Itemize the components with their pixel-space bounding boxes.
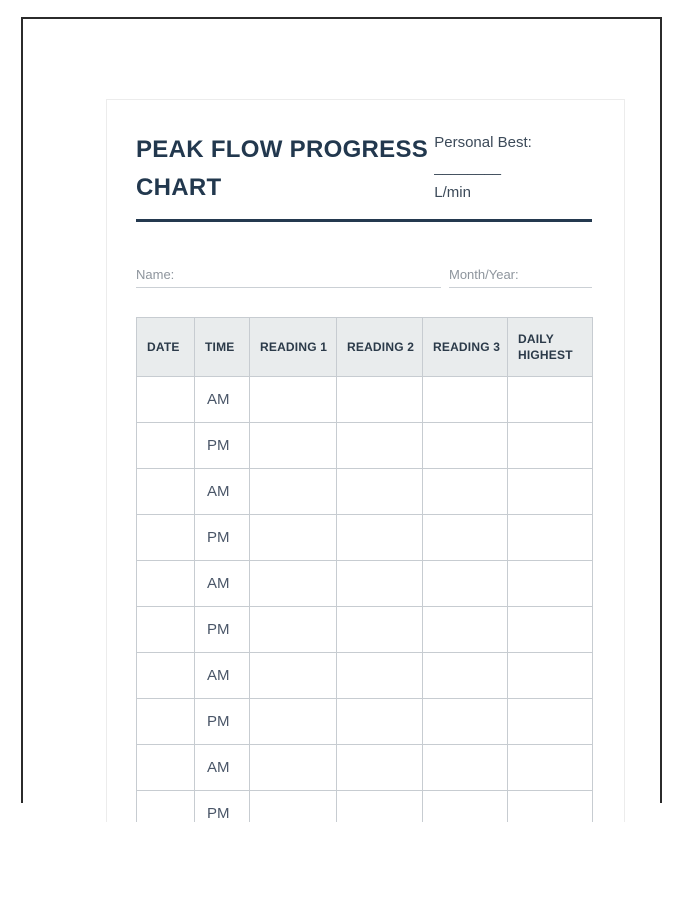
date-cell[interactable] [137, 791, 195, 823]
date-cell[interactable] [137, 745, 195, 791]
date-cell[interactable] [137, 561, 195, 607]
reading-3-cell[interactable] [423, 791, 508, 823]
daily-highest-cell[interactable] [508, 791, 593, 823]
date-cell[interactable] [137, 607, 195, 653]
table-row [137, 423, 593, 469]
daily-highest-cell[interactable] [508, 423, 593, 469]
reading-1-cell[interactable] [250, 561, 337, 607]
time-cell: PM [195, 699, 250, 745]
month-year-field-label: Month/Year: [449, 267, 519, 282]
personal-best-unit: L/min [434, 184, 471, 201]
time-cell: AM [195, 653, 250, 699]
column-header-reading-3: READING 3 [423, 318, 508, 377]
time-cell: AM [195, 469, 250, 515]
reading-3-cell[interactable] [423, 515, 508, 561]
time-cell: AM [195, 377, 250, 423]
reading-1-cell[interactable] [250, 423, 337, 469]
reading-3-cell[interactable] [423, 377, 508, 423]
date-cell[interactable] [137, 377, 195, 423]
table-row [137, 515, 593, 561]
table-row [137, 699, 593, 745]
time-cell: PM [195, 515, 250, 561]
table-body [137, 377, 593, 823]
reading-3-cell[interactable] [423, 469, 508, 515]
table-row [137, 469, 593, 515]
reading-3-cell[interactable] [423, 653, 508, 699]
reading-2-cell[interactable] [337, 377, 423, 423]
daily-highest-cell[interactable] [508, 745, 593, 791]
personal-best-field[interactable] [434, 130, 592, 207]
fields-row [136, 267, 592, 288]
reading-3-cell[interactable] [423, 607, 508, 653]
reading-1-cell[interactable] [250, 699, 337, 745]
date-cell[interactable] [137, 423, 195, 469]
reading-3-cell[interactable] [423, 699, 508, 745]
table-row [137, 377, 593, 423]
column-header-date: DATE [137, 318, 195, 377]
daily-highest-cell[interactable] [508, 607, 593, 653]
reading-1-cell[interactable] [250, 515, 337, 561]
reading-1-cell[interactable] [250, 469, 337, 515]
daily-highest-cell[interactable] [508, 653, 593, 699]
page-title: PEAK FLOW PROGRESS CHART [136, 136, 429, 201]
reading-3-cell[interactable] [423, 745, 508, 791]
reading-2-cell[interactable] [337, 607, 423, 653]
reading-1-cell[interactable] [250, 791, 337, 823]
date-cell[interactable] [137, 515, 195, 561]
reading-3-cell[interactable] [423, 423, 508, 469]
daily-highest-cell[interactable] [508, 561, 593, 607]
table-row [137, 653, 593, 699]
table-row [137, 607, 593, 653]
reading-2-cell[interactable] [337, 699, 423, 745]
time-cell: PM [195, 423, 250, 469]
time-cell: AM [195, 745, 250, 791]
daily-highest-cell[interactable] [508, 469, 593, 515]
date-cell[interactable] [137, 469, 195, 515]
table-row [137, 745, 593, 791]
reading-2-cell[interactable] [337, 745, 423, 791]
time-cell: AM [195, 561, 250, 607]
date-cell[interactable] [137, 653, 195, 699]
daily-highest-cell[interactable] [508, 377, 593, 423]
reading-2-cell[interactable] [337, 791, 423, 823]
header-divider [136, 219, 592, 222]
time-cell: PM [195, 791, 250, 823]
column-header-reading-1: READING 1 [250, 318, 337, 377]
reading-1-cell[interactable] [250, 745, 337, 791]
month-year-field[interactable] [449, 267, 592, 288]
daily-highest-cell[interactable] [508, 515, 593, 561]
column-header-reading-2: READING 2 [337, 318, 423, 377]
daily-highest-cell[interactable] [508, 699, 593, 745]
column-header-daily-highest: DAILY HIGHEST [508, 318, 593, 377]
table-row [137, 791, 593, 823]
name-field[interactable] [136, 267, 441, 288]
chart-page [106, 99, 625, 822]
reading-2-cell[interactable] [337, 561, 423, 607]
page-header [136, 130, 592, 207]
time-cell: PM [195, 607, 250, 653]
table-row [137, 561, 593, 607]
table-header-row [137, 318, 593, 377]
reading-2-cell[interactable] [337, 653, 423, 699]
reading-1-cell[interactable] [250, 653, 337, 699]
personal-best-label: Personal Best: ________ [434, 134, 532, 176]
column-header-time: TIME [195, 318, 250, 377]
reading-2-cell[interactable] [337, 515, 423, 561]
reading-3-cell[interactable] [423, 561, 508, 607]
reading-2-cell[interactable] [337, 423, 423, 469]
readings-table [136, 317, 593, 822]
reading-1-cell[interactable] [250, 377, 337, 423]
reading-2-cell[interactable] [337, 469, 423, 515]
document-frame [21, 17, 662, 822]
name-field-label: Name: [136, 267, 175, 282]
reading-1-cell[interactable] [250, 607, 337, 653]
date-cell[interactable] [137, 699, 195, 745]
